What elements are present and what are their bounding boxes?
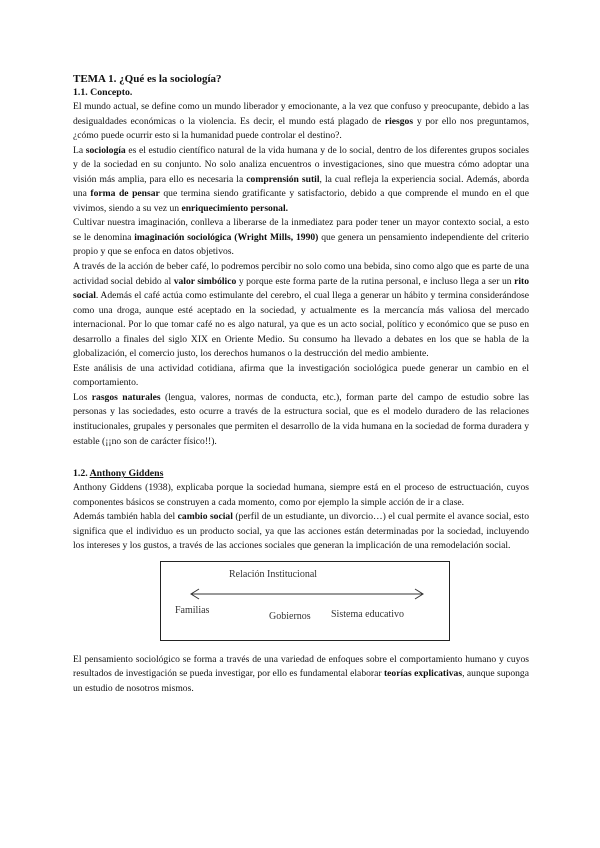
- page-title: TEMA 1. ¿Qué es la sociología?: [73, 73, 222, 85]
- document-body: [73, 72, 529, 697]
- paragraph-giddens: Anthony Giddens (1938), explicaba porque la sociedad humana, siempre está en el proceso de estructuación, cuyos componentes básicos se construyen a cada momento, como por ejemplo la simple acción de ir a clase.: [73, 482, 529, 508]
- diagram-label-sistema-educativo: Sistema educativo: [331, 608, 405, 620]
- paragraph-rasgos: Los rasgos naturales (lengua, valores, normas de conducta, etc.), forman parte del campo de estudio sobre las personas y las sociedades, esto ocurre a través de la estructura social, que es el modelo duradero de las relaciones institucionales, grupales y personales que permiten el desarrollo de la vida humana en la sociedad de forma duradera y estable (¡¡no son de carácter físico!!).: [73, 391, 530, 447]
- diagram-top-label: Relación Institucional: [229, 568, 318, 580]
- section-heading-giddens: 1.2. Anthony Giddens: [73, 468, 164, 480]
- section-heading-concepto: 1.1. Concepto.: [73, 87, 133, 98]
- diagram-label-gobiernos: Gobiernos: [269, 610, 311, 622]
- diagram-label-familias: Familias: [175, 604, 210, 616]
- paragraph-intro: El mundo actual, se define como un mundo liberador y emocionante, a la vez que confuso y preocupante, debido a las desigualdades económicas o la violencia. Es decir, el mundo está plagado de riesgos y por ello nos preguntamos, ¿cómo puede ocurrir esto si la humanidad puede controlar el destino?.: [73, 101, 529, 142]
- paragraph-imaginacion: Cultivar nuestra imaginación, conlleva a liberarse de la inmediatez para poder tener un mayor contexto social, a esto se le denomina imaginación sociológica (Wright Mills, 1990) que genera un pensamiento independiente del criterio propio y que se enfoca en datos objetivos.: [73, 217, 529, 258]
- paragraph-pensamiento: El pensamiento sociológico se forma a través de una variedad de enfoques sobre el comportamiento humano y cuyos resultados de investigación se pueda investigar, por ello es fundamental elaborar teorías explicativas, aunque suponga un estudio de nosotros mismos.: [73, 653, 529, 694]
- paragraph-cafe: A través de la acción de beber café, lo podremos percibir no solo como una bebida, sino como algo que es parte de una actividad social debido al valor simbólico y porque este forma parte de la rutina personal, e incluso llega a ser un rito social. Además el café actúa como estimulante del cerebro, el cual llega a generar un hábito y termina considerándose como una droga, aunque esté aceptado en la sociedad, y actualmente es la mercancía más valiosa del mercado internacional. Por lo que tomar café no es algo natural, ya que es un acto social, político y económico que se puso en desarrollo a finales del siglo XIX en Oriente Medio. Su consumo ha llevado a debates en los que se habla de la globalización, el comercio justo, los derechos humanos o la destrucción del medio ambiente.: [73, 261, 530, 360]
- paragraph-sociologia: La sociología es el estudio científico natural de la vida humana y de lo social, dentro de los diferentes grupos sociales y de la sociedad en su conjunto. No solo analiza encuentros o investigaciones, sino que muestra cómo adoptar una visión más amplia, para ello es necesaria la comprensión sutil, la cual refleja la experiencia social. Además, aborda una forma de pensar que termina siendo gratificante y satisfactorio, debido a que comprende el mundo en el que vivimos, siendo a su vez un enriquecimiento personal.: [73, 144, 529, 214]
- paragraph-analisis: Este análisis de una actividad cotidiana, afirma que la investigación sociológica puede generar un cambio en el comportamiento.: [73, 362, 529, 389]
- paragraph-cambio-social: Además también habla del cambio social (perfil de un estudiante, un divorcio…) el cual permite el avance social, esto significa que el individuo es un producto social, ya que las acciones están determinadas por la sociedad, incluyendo los intereses y los gustos, a través de las acciones sociales que generan la implicación de una remodelación social.: [73, 511, 529, 552]
- institutional-relation-diagram: [160, 561, 450, 641]
